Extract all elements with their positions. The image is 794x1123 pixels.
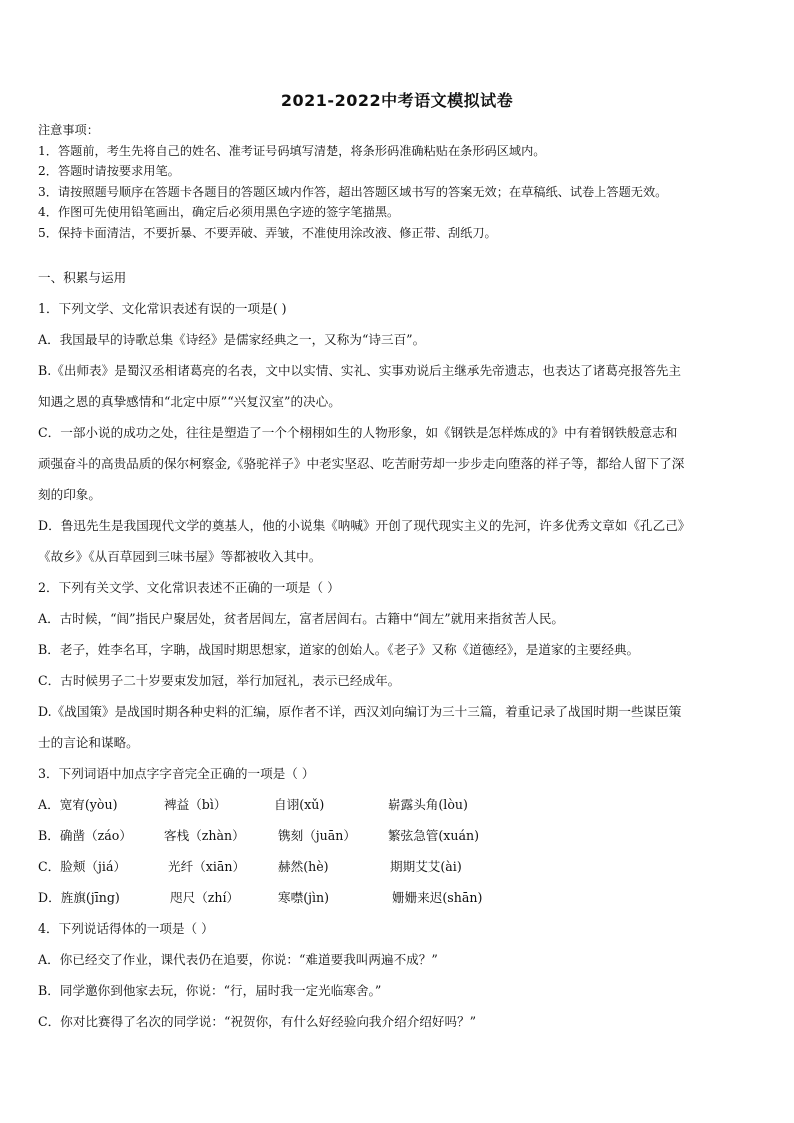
question-4-stem: 4．下列说话得体的一项是（ ） [38,921,214,936]
question-2-option-b: B．老子，姓李名耳，字聃，战国时期思想家，道家的创始人。《老子》又称《道德经》，是道家的主要经典。 [38,642,640,657]
question-1-option-b-line2: 知遇之恩的真挚感情和“北定中原”“兴复汉室”的决心。 [38,394,341,409]
option-word: B．确凿（záo） [38,828,132,843]
notice-item: 3．请按照题号顺序在答题卡各题目的答题区域内作答，超出答题区域书写的答案无效；在草稿纸、试卷上答题无效。 [38,184,668,199]
option-word: 镌刻（juān） [278,828,357,843]
option-word: 崭露头角(lòu) [388,797,468,812]
question-3-stem: 3．下列词语中加点字字音完全正确的一项是（ ） [38,766,315,781]
option-word: 客栈（zhàn） [164,828,245,843]
question-2-option-a: A．古时候，“闾”指民户聚居处，贫者居闾左，富者居闾右。古籍中“闾左”就用来指贫苦人民。 [38,611,565,626]
question-4-option-a: A．你已经交了作业，课代表仍在追要，你说：“难道要我叫两遍不成？” [38,952,438,967]
option-word: 光纤（xiān） [168,859,246,874]
question-1-option-c-line1: C．一部小说的成功之处，往往是塑造了一个个栩栩如生的人物形象，如《钢铁是怎样炼成的》中有着钢铁般意志和 [38,425,678,440]
question-3-option-row [38,882,762,913]
option-word: 咫尺（zhí） [170,890,240,905]
option-word: 赫然(hè) [278,859,329,874]
notice-item: 5．保持卡面清洁，不要折暴、不要弄破、弄皱，不准使用涂改液、修正带、刮纸刀。 [38,225,497,240]
option-word: 期期艾艾(ài) [390,859,462,874]
questions [38,262,762,1037]
section-heading: 一、积累与运用 [38,270,127,285]
option-word: A．宽宥(yòu) [38,797,118,812]
notice-item: 1．答题前，考生先将自己的姓名、准考证号码填写清楚，将条形码准确粘贴在条形码区域内。 [38,143,546,158]
option-word: D．旌旗(jīng) [38,890,120,905]
question-1-option-d-line2: 《故乡》《从百草园到三味书屋》等都被收入其中。 [38,549,322,564]
option-word: 姗姗来迟(shān) [392,890,483,905]
question-1-option-d-line1: D．鲁迅先生是我国现代文学的奠基人，他的小说集《呐喊》开创了现代现实主义的先河，许多优秀文章如《孔乙己》 [38,518,691,533]
question-3-option-row [38,789,762,820]
question-3-option-row [38,851,762,882]
question-1-stem: 1．下列文学、文化常识表述有误的一项是( ) [38,301,287,316]
option-word: 裨益（bì） [164,797,227,812]
question-2-option-d-line2: 士的言论和谋略。 [38,735,139,750]
page-title: 2021-2022中考语文模拟试卷 [280,91,514,110]
question-2-stem: 2．下列有关文学、文化常识表述不正确的一项是（ ） [38,580,340,595]
question-1-option-c-line2: 顽强奋斗的高贵品质的保尔柯察金,《骆驼祥子》中老实坚忍、吃苦耐劳却一步步走向堕落的祥子等，都给人留下了深 [38,456,685,471]
question-4-option-c: C．你对比赛得了名次的同学说：“祝贺你，有什么好经验向我介绍介绍好吗？” [38,1014,477,1029]
notice-item: 4．作图可先使用铅笔画出，确定后必须用黑色字迹的签字笔描黑。 [38,205,400,219]
option-word: C．脸颊（jiá） [38,859,127,874]
option-word: 自诩(xǔ) [274,797,325,812]
question-3-option-row [38,820,762,851]
question-4-option-b: B．同学邀你到他家去玩，你说：“行，届时我一定光临寒舍。” [38,983,382,998]
question-2-option-c: C．古时候男子二十岁要束发加冠，举行加冠礼，表示已经成年。 [38,673,401,688]
notice-heading: 注意事项： [38,123,99,137]
question-2-option-d-line1: D.《战国策》是战国时期各种史料的汇编，原作者不详，西汉刘向编订为三十三篇，着重记录了战国时期一些谋臣策 [38,704,682,719]
notice-item: 2．答题时请按要求用笔。 [38,164,180,178]
question-1-option-c-line3: 刻的印象。 [38,487,101,502]
question-1-option-b-line1: B.《出师表》是蜀汉丞相诸葛亮的名表，文中以实情、实礼、实事劝说后主继承先帝遗志，也表达了诸葛亮报答先主 [38,363,681,378]
option-word: 繁弦急管(xuán) [388,828,480,843]
notice-block [38,120,758,243]
question-1-option-a: A．我国最早的诗歌总集《诗经》是儒家经典之一，又称为“诗三百”。 [38,332,426,347]
option-word: 寒噤(jìn) [278,890,330,905]
